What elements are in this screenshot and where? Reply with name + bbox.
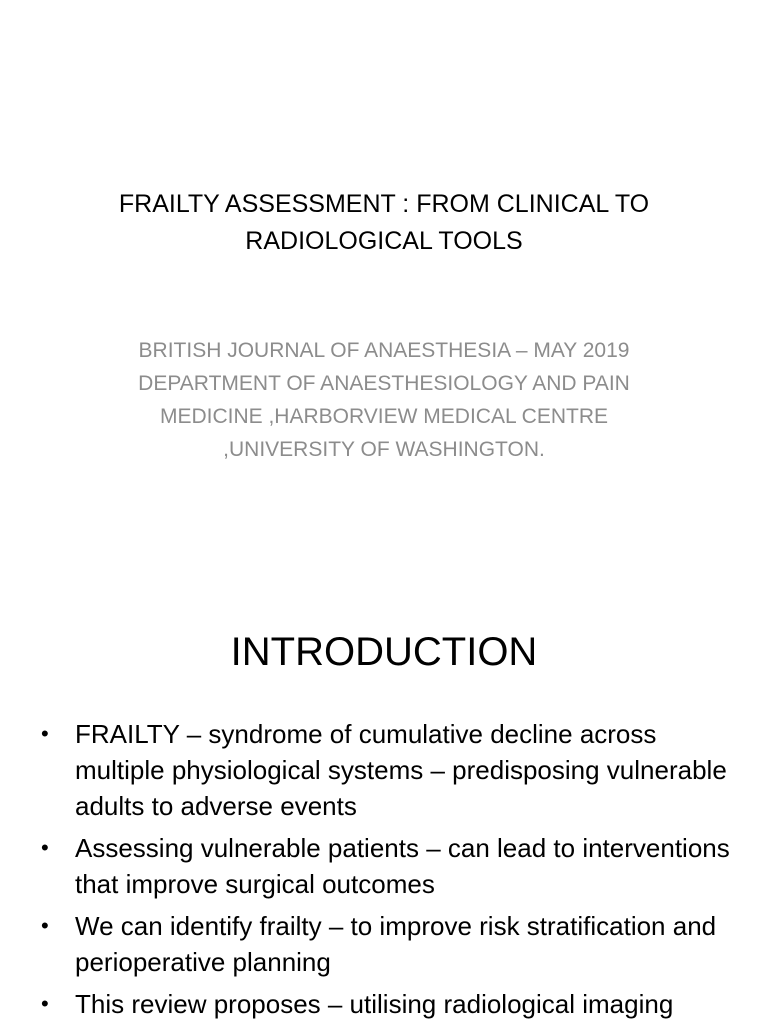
slide-subtitle (96, 334, 672, 466)
bullet-item (38, 716, 730, 824)
bullet-icon: • (41, 991, 49, 1016)
bullet-text: We can identify frailty – to improve risk stratification and perioperative planning (75, 911, 717, 977)
bullet-icon: • (41, 835, 49, 860)
bullet-text: This review proposes – utilising radiological imaging (75, 989, 674, 1019)
bullet-icon: • (41, 721, 49, 746)
bullet-item (38, 986, 730, 1022)
journal-citation: BRITISH JOURNAL OF ANAESTHESIA – MAY 2019 (138, 339, 630, 362)
bullet-text: Assessing vulnerable patients – can lead to interventions that improve surgical outcomes (75, 833, 730, 899)
slide-title: FRAILTY ASSESSMENT : FROM CLINICAL TO RADIOLOGICAL TOOLS (118, 190, 650, 255)
bullet-list (38, 716, 730, 1024)
introduction-slide (0, 576, 768, 1024)
bullet-item (38, 830, 730, 902)
bullet-icon: • (41, 913, 49, 938)
section-title: INTRODUCTION (230, 630, 538, 674)
bullet-text: FRAILTY – syndrome of cumulative decline across multiple physiological systems – predisposing vulnerable adults to adverse events (75, 719, 727, 821)
department-affiliation: DEPARTMENT OF ANAESTHESIOLOGY AND PAIN MEDICINE ,HARBORVIEW MEDICAL CENTRE ,UNIVERSITY OF WASHINGTON. (138, 372, 630, 461)
bullet-item (38, 908, 730, 980)
